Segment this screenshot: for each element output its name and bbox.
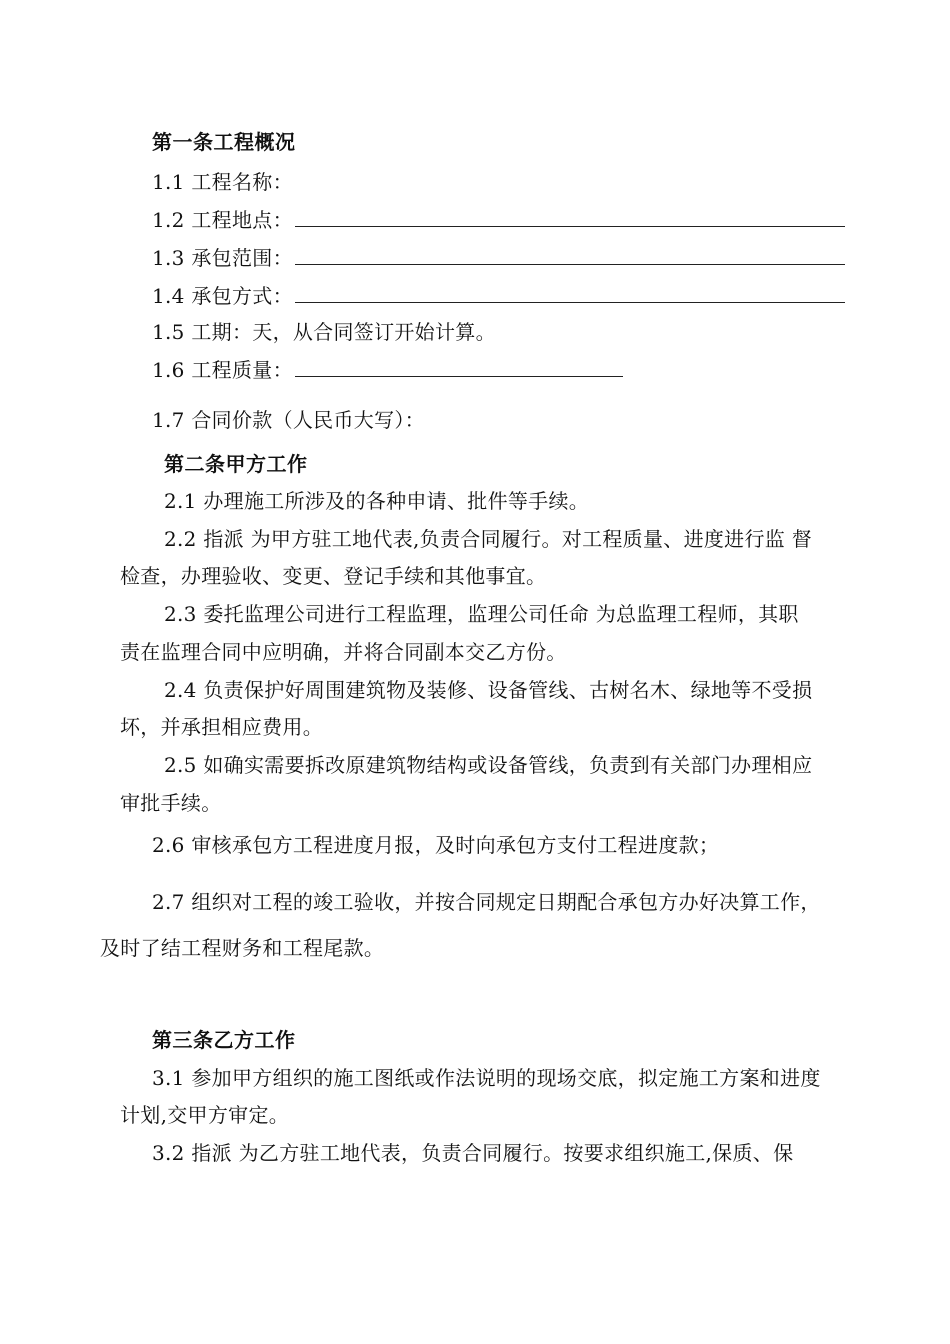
- item-1-2-text: 1.2 工程地点：: [152, 208, 293, 232]
- fill-in-blank-scope[interactable]: [295, 244, 845, 265]
- item-2-7-line1: 2.7 组织对工程的竣工验收，并按合同规定日期配合承包方办好决算工作，: [152, 890, 821, 914]
- section-2-heading: 第二条甲方工作: [164, 452, 308, 476]
- item-1-7-text: 1.7 合同价款（人民币大写）：: [152, 408, 425, 432]
- item-2-2-line2: 检查，办理验收、变更、登记手续和其他事宜。: [120, 564, 547, 588]
- item-2-3-line1: 2.3 委托监理公司进行工程监理，监理公司任命 为总监理工程师，其职: [164, 602, 799, 626]
- item-1-2: [152, 206, 845, 234]
- section-3-heading: 第三条乙方工作: [152, 1028, 296, 1052]
- item-2-3-line2: 责在监理合同中应明确，并将合同副本交乙方份。: [120, 640, 567, 664]
- item-1-1: [152, 168, 293, 196]
- section-1-heading: 第一条工程概况: [152, 130, 296, 154]
- item-1-6: [152, 356, 623, 384]
- item-1-5-text: 1.5 工期：天，从合同签订开始计算。: [152, 320, 496, 344]
- item-2-1: 2.1 办理施工所涉及的各种申请、批件等手续。: [164, 489, 590, 513]
- item-1-6-text: 1.6 工程质量：: [152, 358, 293, 382]
- item-1-1-text: 1.1 工程名称：: [152, 170, 293, 194]
- item-1-5: [152, 318, 496, 346]
- item-2-2-line1: 2.2 指派 为甲方驻工地代表,负责合同履行。对工程质量、进度进行监 督: [164, 527, 813, 551]
- item-2-4-line1: 2.4 负责保护好周围建筑物及装修、设备管线、古树名木、绿地等不受损: [164, 678, 813, 702]
- item-2-5-line1: 2.5 如确实需要拆改原建筑物结构或设备管线，负责到有关部门办理相应: [164, 753, 813, 777]
- item-2-5-line2: 审批手续。: [120, 791, 222, 815]
- fill-in-blank-quality[interactable]: [295, 356, 623, 377]
- item-3-1-line2: 计划,交甲方审定。: [120, 1103, 290, 1127]
- item-1-3: [152, 244, 845, 272]
- item-2-6: 2.6 审核承包方工程进度月报，及时向承包方支付工程进度款；: [152, 833, 720, 857]
- item-2-4-line2: 坏，并承担相应费用。: [120, 715, 323, 739]
- item-3-1-line1: 3.1 参加甲方组织的施工图纸或作法说明的现场交底，拟定施工方案和进度: [152, 1066, 821, 1090]
- item-1-4: [152, 282, 845, 310]
- item-1-7: [152, 406, 425, 434]
- fill-in-blank-method[interactable]: [295, 282, 845, 303]
- fill-in-blank-location[interactable]: [295, 206, 845, 227]
- item-3-2-line1: 3.2 指派 为乙方驻工地代表，负责合同履行。按要求组织施工,保质、保: [152, 1141, 794, 1165]
- item-2-7-line2: 及时了结工程财务和工程尾款。: [100, 936, 385, 960]
- item-1-4-text: 1.4 承包方式：: [152, 284, 293, 308]
- item-1-3-text: 1.3 承包范围：: [152, 246, 293, 270]
